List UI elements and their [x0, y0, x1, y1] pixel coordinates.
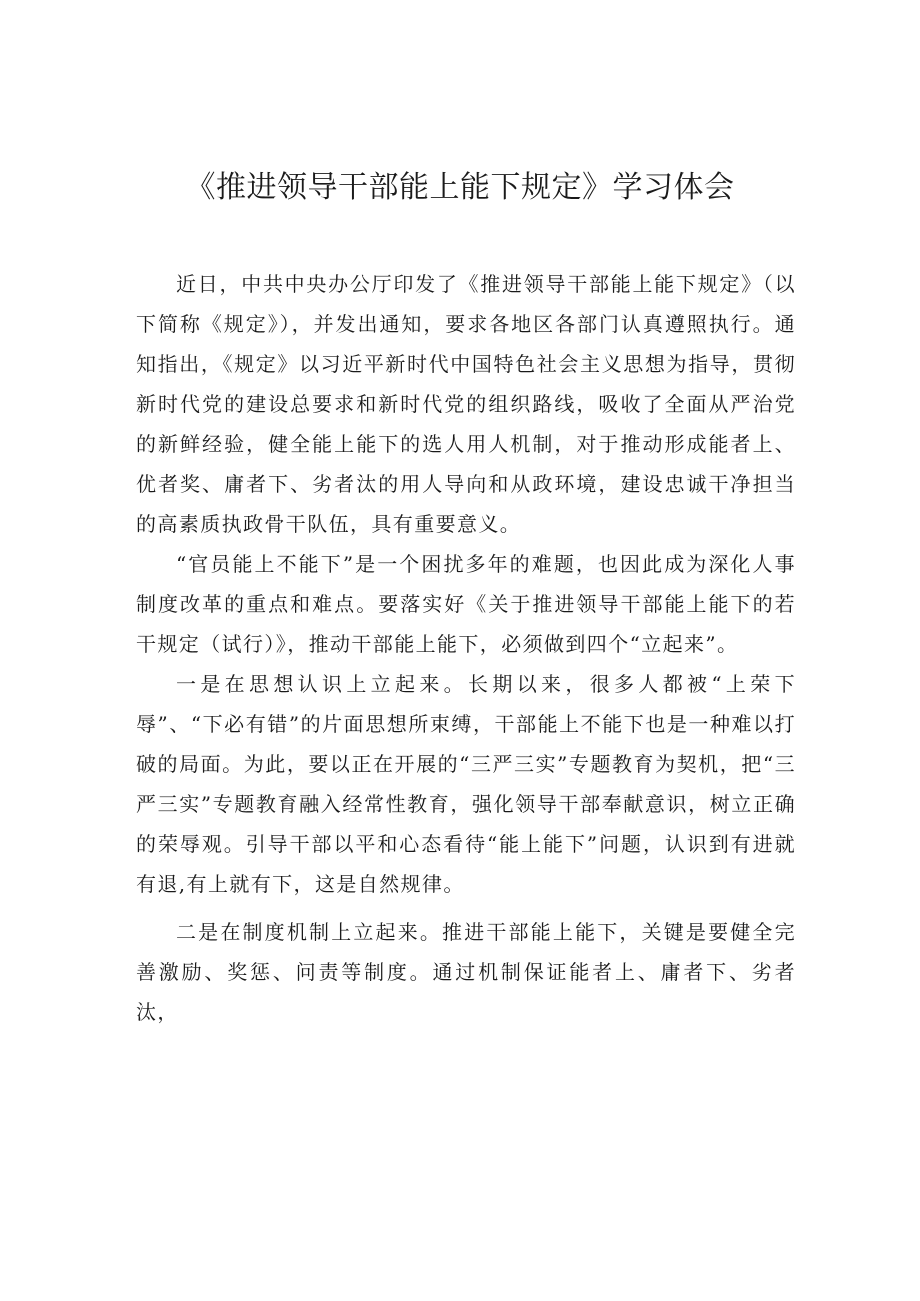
document-body	[136, 264, 796, 1032]
paragraph-point-one: 一是在思想认识上立起来。长期以来，很多人都被“上荣下辱”、“下必有错”的片面思想所束缚，干部能上不能下也是一种难以打破的局面。为此，要以正在开展的“三严三实”专题教育为契机，把“三严三实”专题教育融入经常性教育，强化领导干部奉献意识，树立正确的荣辱观。引导干部以平和心态看待“能上能下”问题，认识到有进就有退,有上就有下，这是自然规律。	[136, 672, 796, 896]
paragraph-point-two: 二是在制度机制上立起来。推进干部能上能下，关键是要健全完善激励、奖惩、问责等制度。通过机制保证能者上、庸者下、劣者汰，	[136, 920, 796, 1024]
paragraph-intro: 近日，中共中央办公厅印发了《推进领导干部能上能下规定》（以下简称《规定》），并发出通知，要求各地区各部门认真遵照执行。通知指出，《规定》以习近平新时代中国特色社会主义思想为指导，贯彻新时代党的建设总要求和新时代党的组织路线，吸收了全面从严治党的新鲜经验，健全能上能下的选人用人机制，对于推动形成能者上、优者奖、庸者下、劣者汰的用人导向和从政环境，建设忠诚干净担当的高素质执政骨干队伍，具有重要意义。	[136, 272, 796, 536]
paragraph-problem: “官员能上不能下”是一个困扰多年的难题，也因此成为深化人事制度改革的重点和难点。要落实好《关于推进领导干部能上能下的若干规定（试行）》，推动干部能上能下，必须做到四个“立起来”。	[136, 552, 796, 656]
document-title: 《推进领导干部能上能下规定》学习体会	[185, 170, 735, 205]
